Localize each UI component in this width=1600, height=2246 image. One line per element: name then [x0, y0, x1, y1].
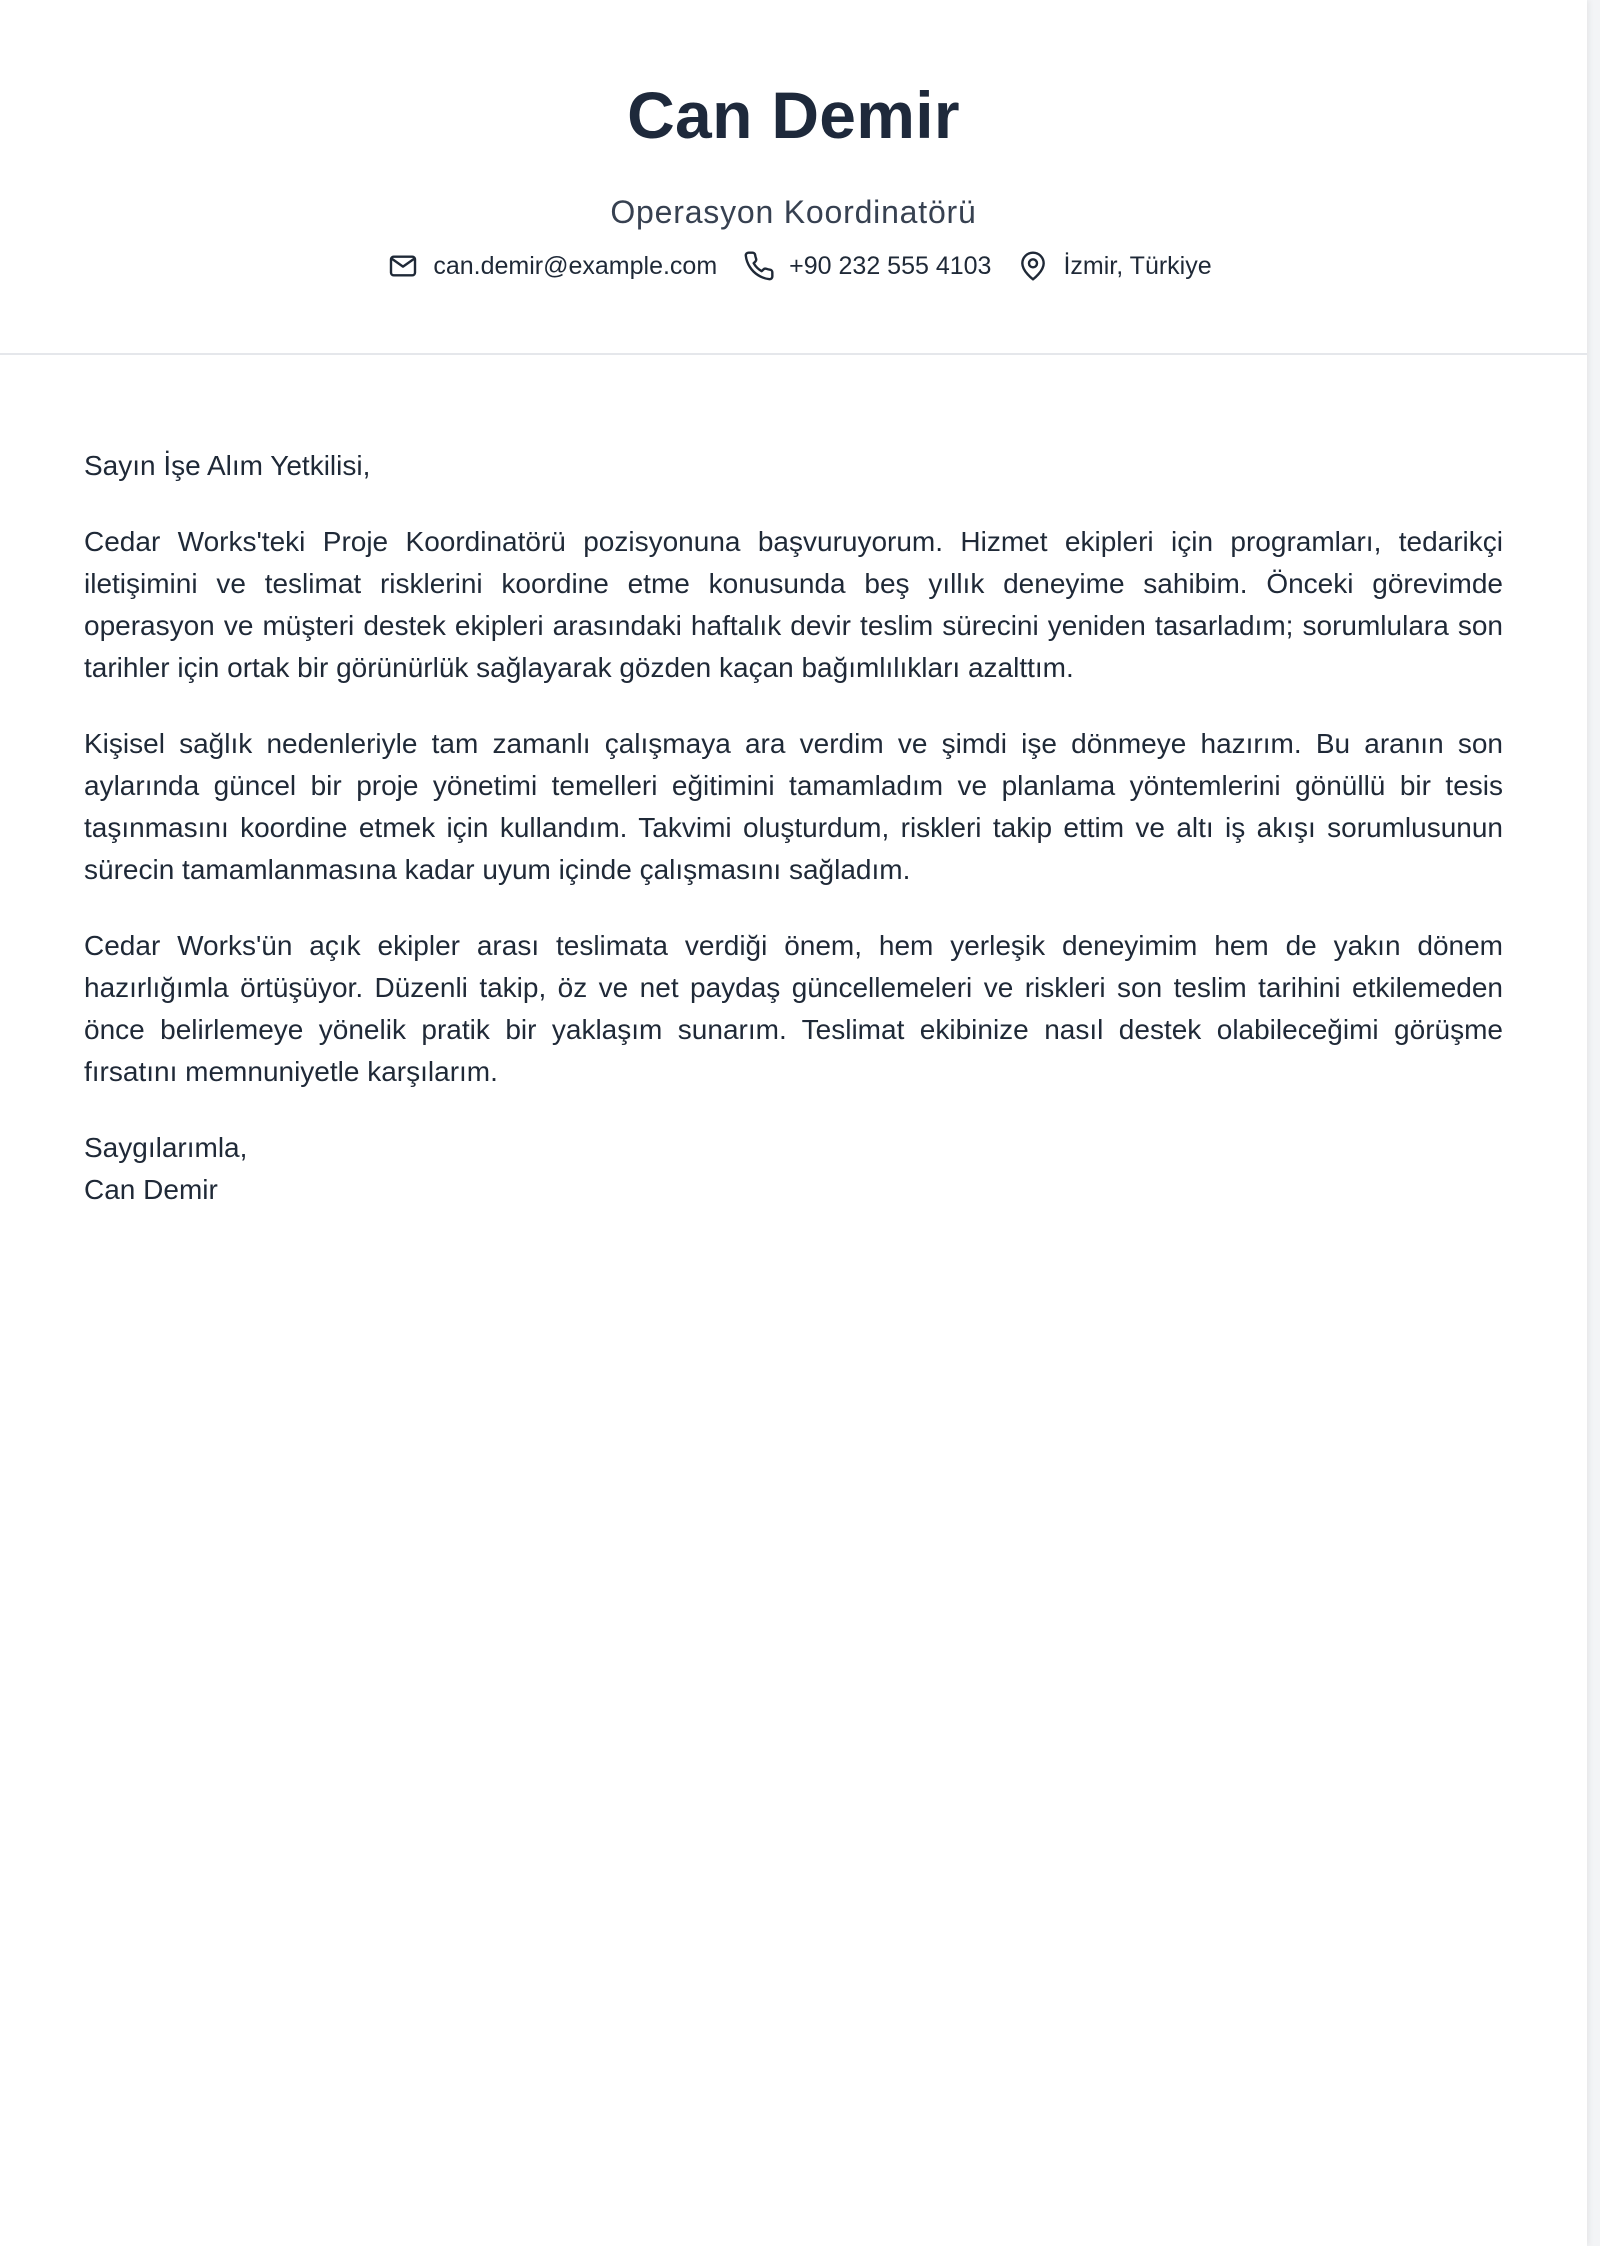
mail-icon: [387, 250, 419, 282]
applicant-name: Can Demir: [627, 78, 960, 152]
letter-header: [0, 0, 1587, 355]
salutation: Sayın İşe Alım Yetkilisi,: [84, 450, 371, 481]
signature: Can Demir: [84, 1174, 218, 1205]
email-contact: [387, 250, 717, 282]
email-text: can.demir@example.com: [433, 252, 718, 280]
paragraph-2: Kişisel sağlık nedenleriyle tam zamanlı çalışmaya ara verdim ve şimdi işe dönmeye hazırım. Bu aranın son aylarında güncel bir proje yönetimi temelleri eğitimini tamamladım ve planlama yöntemlerini gönüllü bir tesis taşınmasını koordine etmek için kullandım. Takvimi oluşturdum, riskleri takip ettim ve altı iş akışı sorumlusunun sürecin tamamlanmasına kadar uyum içinde çalışmasını sağladım.: [84, 728, 1503, 885]
location-text: İzmir, Türkiye: [1063, 252, 1212, 280]
job-title: Operasyon Koordinatörü: [610, 194, 977, 230]
contact-info: [6, 250, 1593, 282]
phone-contact: [743, 250, 991, 282]
letter-body: [0, 355, 1587, 1211]
location-contact: [1017, 250, 1211, 282]
closing: Saygılarımla,: [84, 1132, 248, 1163]
map-pin-icon: [1017, 250, 1049, 282]
phone-text: +90 232 555 4103: [789, 252, 992, 280]
paragraph-1: Cedar Works'teki Proje Koordinatörü pozisyonuna başvuruyorum. Hizmet ekipleri için programları, tedarikçi iletişimini ve teslimat risklerini koordine etme konusunda beş yıllık deneyime sahibim. Önceki görevimde operasyon ve müşteri destek ekipleri arasındaki haftalık devir teslim sürecini yeniden tasarladım; sorumlulara son tarihler için ortak bir görünürlük sağlayarak gözden kaçan bağımlılıkları azalttım.: [84, 526, 1503, 683]
paragraph-3: Cedar Works'ün açık ekipler arası teslimata verdiği önem, hem yerleşik deneyimim hem de yakın dönem hazırlığımla örtüşüyor. Düzenli takip, öz ve net paydaş güncellemeleri ve riskleri son teslim tarihini etkilemeden önce belirlemeye yönelik pratik bir yaklaşım sunarım. Teslimat ekibinize nasıl destek olabileceğimi görüşme fırsatını memnuniyetle karşılarım.: [84, 930, 1503, 1087]
phone-icon: [743, 250, 775, 282]
